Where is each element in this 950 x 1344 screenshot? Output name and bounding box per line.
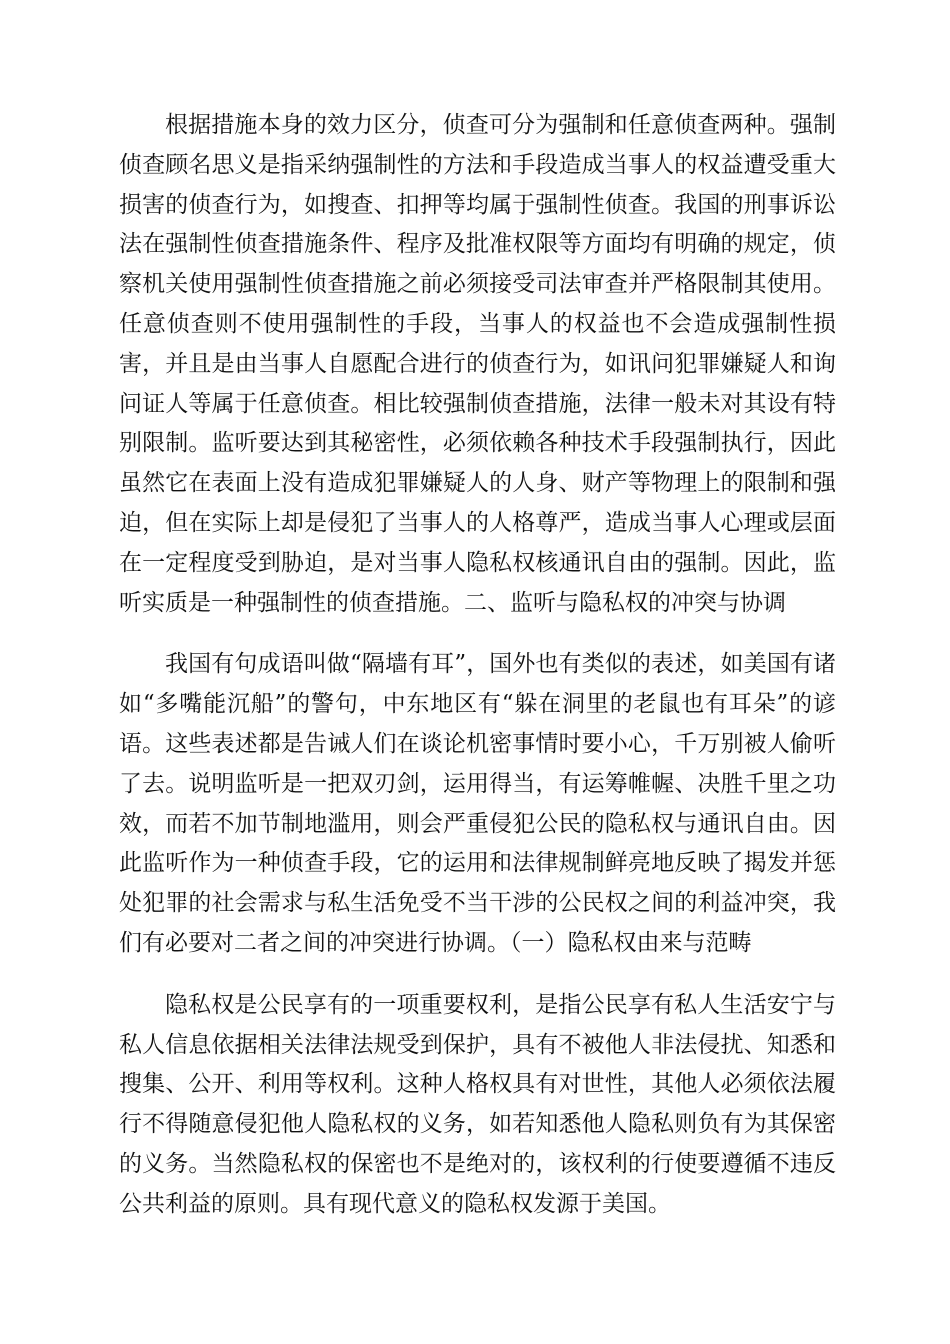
paragraph-wiretap-conflict: 我国有句成语叫做“隔墙有耳”，国外也有类似的表述，如美国有诸如“多嘴能沉船”的警句，中东地区有“躲在洞里的老鼠也有耳朵”的谚语。这些表述都是告诫人们在谈论机密事情时要小心，千万别被人偷听了去。说明监听是一把双刃剑，运用得当，有运筹帷幄、决胜千里之功效，而若不加节制地滥用，则会严重侵犯公民的隐私权与通讯自由。因此监听作为一种侦查手段，它的运用和法律规制鲜亮地反映了揭发并惩处犯罪的社会需求与私生活免受不当干涉的公民权之间的利益冲突，我们有必要对二者之间的冲突进行协调。（一）隐私权由来与范畴 (119, 651, 836, 956)
paragraph-privacy-right: 隐私权是公民享有的一项重要权利，是指公民享有私人生活安宁与私人信息依据相关法律法规受到保护，具有不被他人非法侵扰、知悉和搜集、公开、利用等权利。这种人格权具有对世性，其他人必须依法履行不得随意侵犯他人隐私权的义务，如若知悉他人隐私则负有为其保密的义务。当然隐私权的保密也不是绝对的，该权利的行使要遵循不违反公共利益的原则。具有现代意义的隐私权发源于美国。 (119, 991, 836, 1217)
paragraph-investigation-types: 根据措施本身的效力区分，侦查可分为强制和任意侦查两种。强制侦查顾名思义是指采纳强制性的方法和手段造成当事人的权益遭受重大损害的侦查行为，如搜查、扣押等均属于强制性侦查。我国的刑事诉讼法在强制性侦查措施条件、程序及批准权限等方面均有明确的规定，侦察机关使用强制性侦查措施之前必须接受司法审查并严格限制其使用。任意侦查则不使用强制性的手段，当事人的权益也不会造成强制性损害，并且是由当事人自愿配合进行的侦查行为，如讯问犯罪嫌疑人和询问证人等属于任意侦查。相比较强制侦查措施，法律一般未对其设有特别限制。监听要达到其秘密性，必须依赖各种技术手段强制执行，因此虽然它在表面上没有造成犯罪嫌疑人的人身、财产等物理上的限制和强迫，但在实际上却是侵犯了当事人的人格尊严，造成当事人心理或层面在一定程度受到胁迫，是对当事人隐私权核通讯自由的强制。因此，监听实质是一种强制性的侦查措施。二、监听与隐私权的冲突与协调 (119, 112, 836, 616)
